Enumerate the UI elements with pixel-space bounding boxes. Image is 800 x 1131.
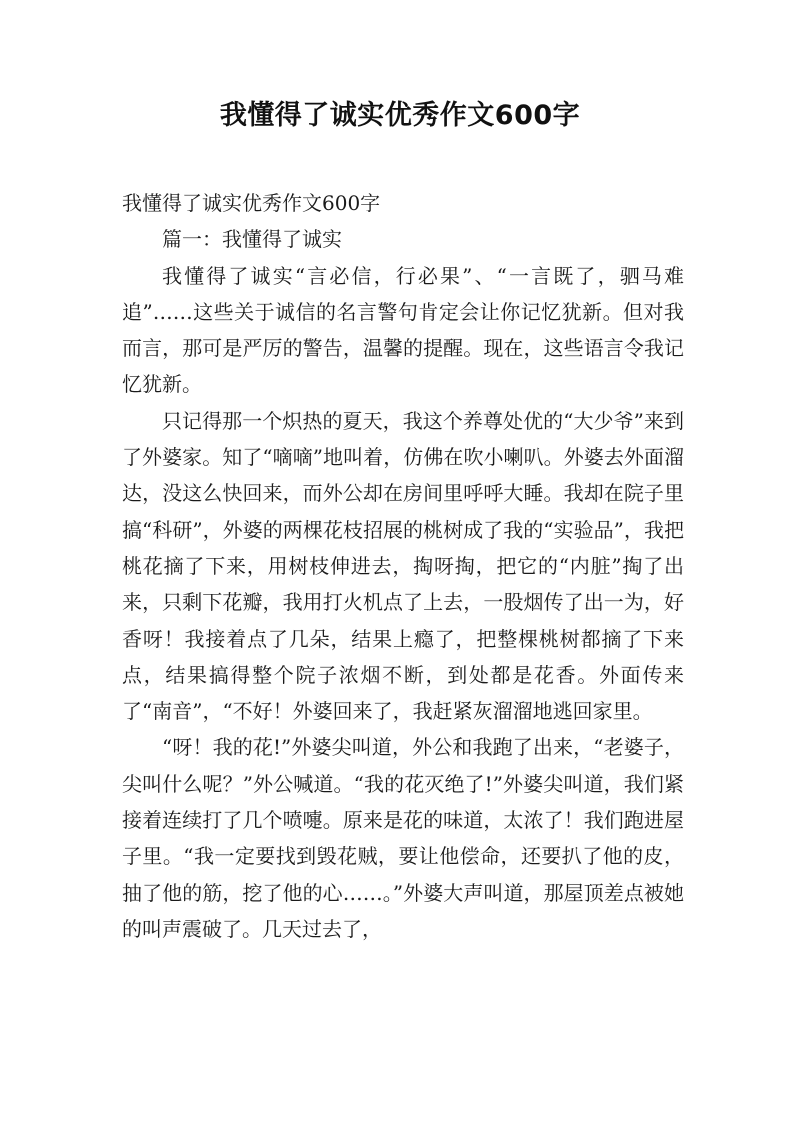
subtitle-line: 我懂得了诚实优秀作文600字 bbox=[122, 191, 381, 215]
document-body bbox=[122, 185, 684, 947]
document-title: 我懂得了诚实优秀作文600字 bbox=[219, 100, 581, 131]
body-paragraph: 我懂得了诚实“言必信，行必果”、“一言既了，驷马难追”……这些关于诚信的名言警句肯定会让你记忆犹新。但对我而言，那可是严厉的警告，温馨的提醒。现在，这些语言令我记忆犹新。 bbox=[122, 263, 684, 397]
body-paragraph: “呀！我的花!”外婆尖叫道，外公和我跑了出来，“老婆子，尖叫什么呢？”外公喊道。“我的花灭绝了!”外婆尖叫道，我们紧接着连续打了几个喷嚏。原来是花的味道，太浓了！我们跑进屋子里。“我一定要找到毁花贼，要让他偿命，还要扒了他的皮，抽了他的筋，挖了他的心……。”外婆大声叫道，那屋顶差点被她的叫声震破了。几天过去了， bbox=[122, 735, 684, 941]
body-paragraph: 只记得那一个炽热的夏天，我这个养尊处优的“大少爷”来到了外婆家。知了“嘀嘀”地叫着，仿佛在吹小喇叭。外婆去外面溜达，没这么快回来，而外公却在房间里呼呼大睡。我却在院子里搞“科研”，外婆的两棵花枝招展的桃树成了我的“实验品”，我把桃花摘了下来，用树枝伸进去，掏呀掏，把它的“内脏”掏了出来，只剩下花瓣，我用打火机点了上去，一股烟传了出一为，好香呀！我接着点了几朵，结果上瘾了，把整棵桃树都摘了下来点，结果搞得整个院子浓烟不断，到处都是花香。外面传来了“南音”，“不好！外婆回来了，我赶紧灰溜溜地逃回家里。 bbox=[122, 408, 684, 724]
section-heading: 篇一：我懂得了诚实 bbox=[162, 227, 342, 252]
